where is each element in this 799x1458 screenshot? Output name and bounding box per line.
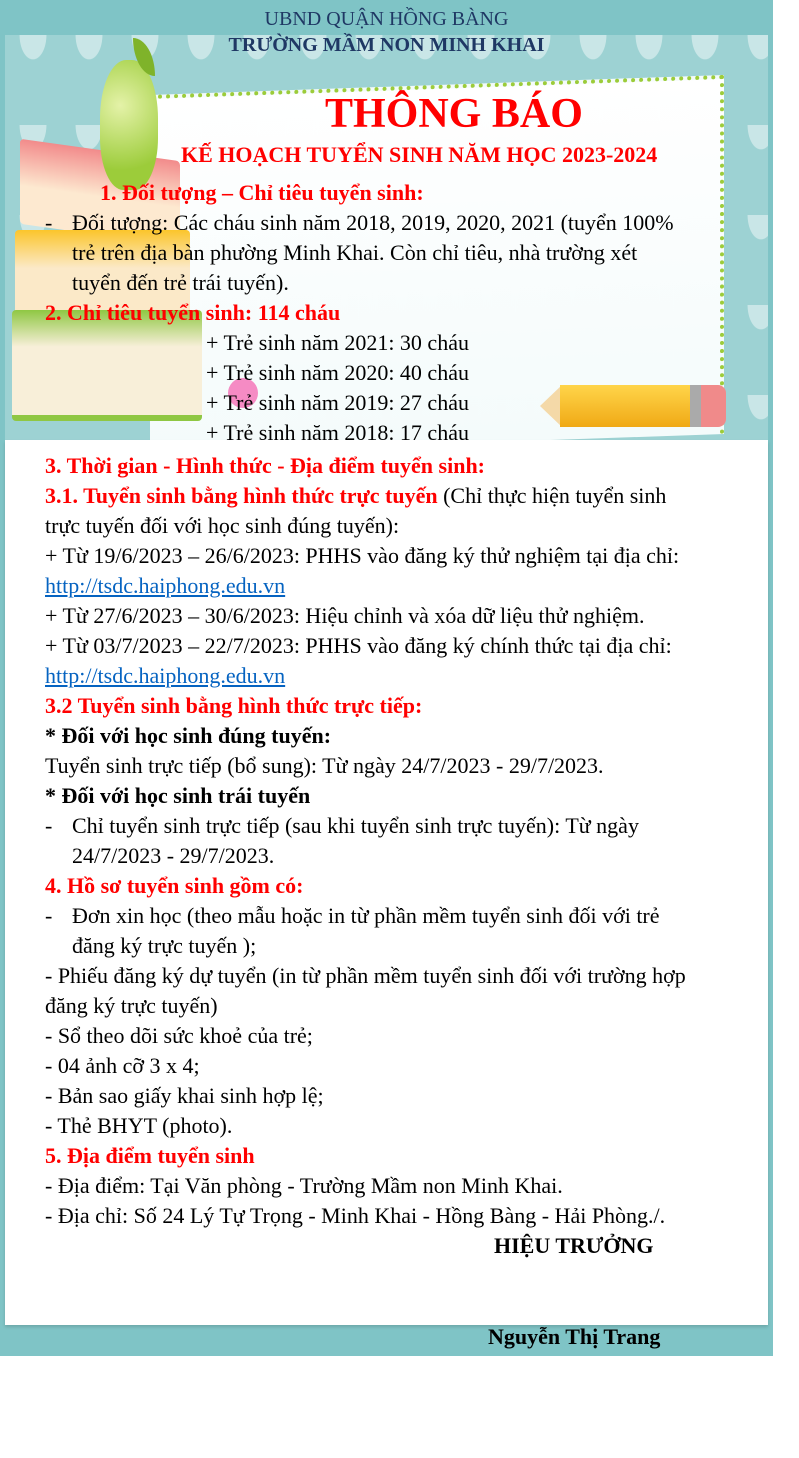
bullet-dash: - [45, 813, 53, 838]
pencil-tip-icon [540, 385, 562, 427]
text-line [45, 631, 672, 661]
text-line [45, 991, 218, 1021]
section-heading: 3. Thời gian - Hình thức - Địa điểm tuyển sinh: [45, 453, 485, 478]
school-name: TRƯỜNG MẦM NON MINH KHAI [228, 34, 545, 56]
text-segment: đăng ký trực tuyến ); [72, 933, 257, 958]
bullet-dash: - [45, 903, 53, 928]
text-line [45, 511, 399, 541]
text-line [72, 268, 289, 298]
district-name: UBND QUẬN HỒNG BÀNG [264, 8, 509, 30]
text-line [206, 358, 469, 388]
text-segment: Đơn xin học (theo mẫu hoặc in từ phần mềm tuyển sinh đối với trẻ [72, 903, 660, 928]
section-heading: 5. Địa điểm tuyển sinh [45, 1143, 255, 1168]
text-line [494, 1231, 654, 1261]
section-heading: 2. Chỉ tiêu tuyển sinh: 114 cháu [45, 300, 341, 325]
text-segment: Chỉ tuyển sinh trực tiếp (sau khi tuyển sinh trực tuyến): Từ ngày [72, 813, 639, 838]
text-line [206, 418, 469, 448]
text-line [72, 841, 274, 871]
text-line [45, 1051, 200, 1081]
text-segment: * Đối với học sinh trái tuyến [45, 783, 311, 808]
text-line [45, 661, 285, 691]
text-segment: Tuyển sinh trực tiếp (bổ sung): Từ ngày 24/7/2023 - 29/7/2023. [45, 753, 604, 778]
text-line [45, 601, 645, 631]
text-line [45, 691, 422, 721]
text-line [45, 298, 340, 328]
text-segment: - Sổ theo dõi sức khoẻ của trẻ; [45, 1023, 313, 1048]
text-line [45, 541, 679, 571]
signature-name: Nguyễn Thị Trang [488, 1324, 661, 1349]
text-segment: (Chỉ thực hiện tuyển sinh [437, 483, 667, 508]
text-line [45, 751, 604, 781]
text-line [45, 1171, 563, 1201]
text-line [45, 961, 686, 991]
text-segment: + Từ 27/6/2023 – 30/6/2023: Hiệu chỉnh và xóa dữ liệu thử nghiệm. [45, 603, 645, 628]
notice-title: THÔNG BÁO [325, 91, 583, 137]
registration-link[interactable]: http://tsdc.haiphong.edu.vn [45, 663, 286, 688]
section-heading: 4. Hồ sơ tuyển sinh gồm có: [45, 873, 304, 898]
text-line [72, 208, 674, 238]
text-segment: trẻ trên địa bàn phường Minh Khai. Còn chỉ tiêu, nhà trường xét [72, 240, 638, 265]
text-line [45, 1201, 665, 1231]
text-segment: + Trẻ sinh năm 2019: 27 cháu [206, 390, 469, 415]
text-line [45, 871, 303, 901]
text-line [72, 811, 639, 841]
text-line [206, 388, 469, 418]
text-line [72, 931, 256, 961]
notice-subtitle: KẾ HOẠCH TUYỂN SINH NĂM HỌC 2023-2024 [181, 142, 658, 167]
text-line [45, 481, 666, 511]
text-segment: tuyển đến trẻ trái tuyến). [72, 270, 289, 295]
text-line [72, 901, 660, 931]
bullet-dash: - [45, 210, 53, 235]
text-segment: - Thẻ BHYT (photo). [45, 1113, 233, 1138]
text-segment: + Trẻ sinh năm 2020: 40 cháu [206, 360, 469, 385]
text-segment: trực tuyến đối với học sinh đúng tuyến): [45, 513, 400, 538]
text-segment: + Trẻ sinh năm 2018: 17 cháu [206, 420, 469, 445]
text-segment: + Từ 19/6/2023 – 26/6/2023: PHHS vào đăng ký thử nghiệm tại địa chỉ: [45, 543, 680, 568]
text-line [45, 781, 310, 811]
text-segment: đăng ký trực tuyến) [45, 993, 218, 1018]
text-line [45, 1081, 324, 1111]
text-segment: - Bản sao giấy khai sinh hợp lệ; [45, 1083, 324, 1108]
text-segment: Đối tượng: Các cháu sinh năm 2018, 2019, 2020, 2021 (tuyển 100% [72, 210, 674, 235]
section-heading: 3.1. Tuyển sinh bằng hình thức trực tuyến [45, 483, 438, 508]
text-segment: + Trẻ sinh năm 2021: 30 cháu [206, 330, 469, 355]
text-line [45, 451, 485, 481]
apple-icon [100, 60, 158, 190]
text-line [72, 238, 637, 268]
text-line [45, 1111, 232, 1141]
registration-link[interactable]: http://tsdc.haiphong.edu.vn [45, 573, 286, 598]
text-segment: - 04 ảnh cỡ 3 x 4; [45, 1053, 200, 1078]
text-segment: + Từ 03/7/2023 – 22/7/2023: PHHS vào đăng ký chính thức tại địa chỉ: [45, 633, 672, 658]
section-heading: 1. Đối tượng – Chỉ tiêu tuyển sinh: [100, 180, 424, 205]
text-line [45, 1141, 255, 1171]
text-line [45, 1021, 313, 1051]
text-segment: 24/7/2023 - 29/7/2023. [72, 843, 275, 868]
text-segment: HIỆU TRƯỞNG [494, 1233, 654, 1258]
text-segment: - Địa chỉ: Số 24 Lý Tự Trọng - Minh Khai - Hồng Bàng - Hải Phòng./. [45, 1203, 666, 1228]
text-line [100, 178, 424, 208]
pencil-icon [560, 385, 690, 427]
pencil-eraser-icon [690, 385, 726, 427]
text-line [45, 571, 285, 601]
text-segment: - Phiếu đăng ký dự tuyển (in từ phần mềm tuyển sinh đối với trường hợp [45, 963, 686, 988]
section-heading: 3.2 Tuyển sinh bằng hình thức trực tiếp: [45, 693, 423, 718]
text-line [206, 328, 469, 358]
text-segment: * Đối với học sinh đúng tuyến: [45, 723, 332, 748]
text-segment: - Địa điểm: Tại Văn phòng - Trường Mầm non Minh Khai. [45, 1173, 563, 1198]
text-line [45, 721, 331, 751]
